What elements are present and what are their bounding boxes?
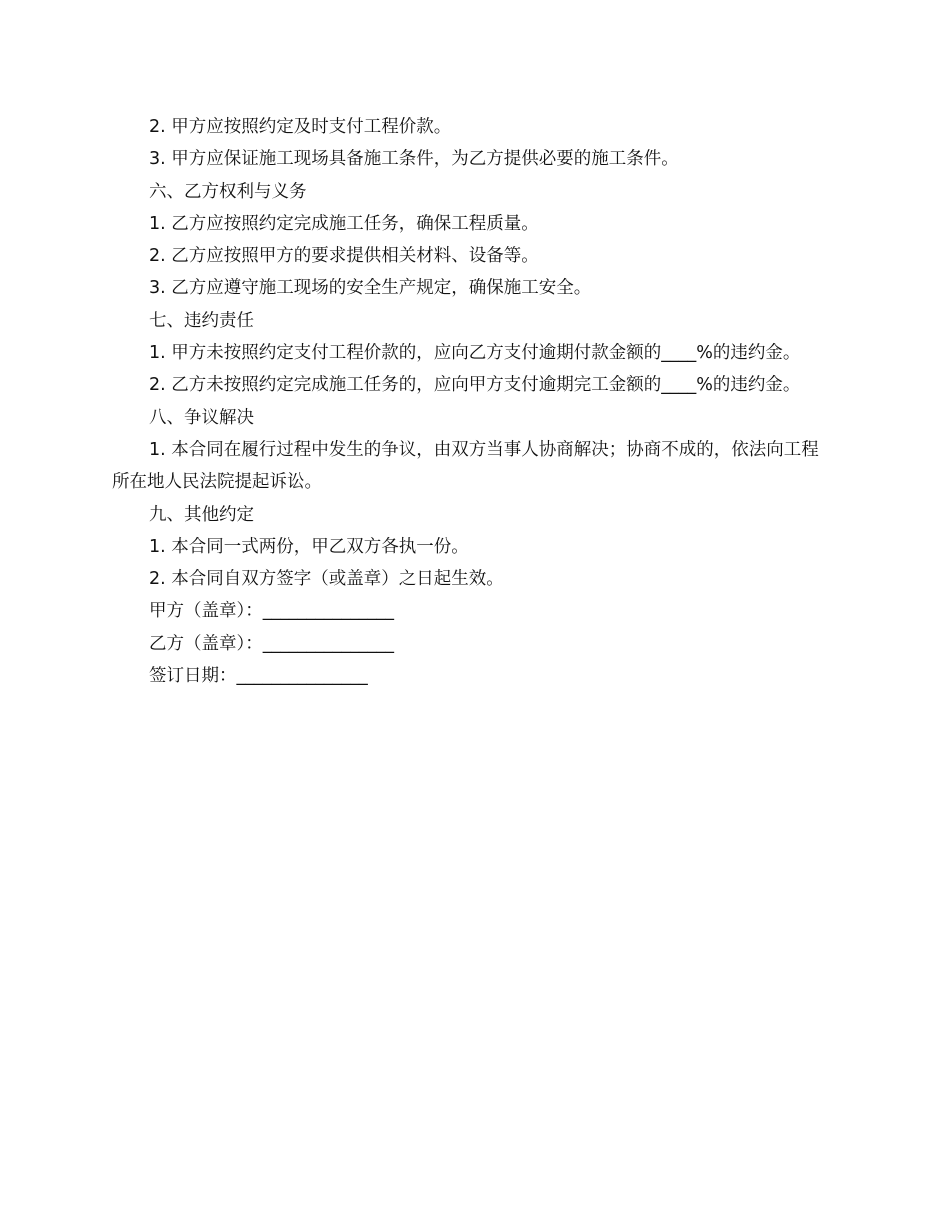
- section-heading-breach: 七、违约责任: [149, 310, 254, 331]
- section-heading-dispute: 八、争议解决: [149, 407, 254, 428]
- clause-party-a-payment: 2. 甲方应按照约定及时支付工程价款。: [149, 117, 452, 137]
- clause-dispute-resolution: 1. 本合同在履行过程中发生的争议，由双方当事人协商解决；协商不成的，依法向工程所在地人民法院提起诉讼。: [112, 439, 819, 493]
- clause-party-b-penalty: 2. 乙方未按照约定完成施工任务的，应向甲方支付逾期完工金额的____%的违约金。: [149, 375, 801, 396]
- clause-party-b-materials: 2. 乙方应按照甲方的要求提供相关材料、设备等。: [149, 246, 539, 267]
- signature-party-b: 乙方（盖章）：_______________: [149, 633, 394, 654]
- clause-party-a-penalty: 1. 甲方未按照约定支付工程价款的，应向乙方支付逾期付款金额的____%的违约金。: [149, 343, 801, 364]
- clause-party-a-site-conditions: 3. 甲方应保证施工现场具备施工条件，为乙方提供必要的施工条件。: [149, 149, 679, 170]
- clause-copies: 1. 本合同一式两份，甲乙双方各执一份。: [149, 536, 469, 557]
- section-heading-party-b-rights: 六、乙方权利与义务: [149, 181, 307, 202]
- signature-party-a: 甲方（盖章）：_______________: [149, 601, 394, 622]
- signing-date: 签订日期：_______________: [149, 666, 368, 687]
- clause-party-b-safety: 3. 乙方应遵守施工现场的安全生产规定，确保施工安全。: [149, 278, 592, 299]
- section-heading-other: 九、其他约定: [149, 504, 254, 525]
- clause-effective: 2. 本合同自双方签字（或盖章）之日起生效。: [149, 569, 504, 590]
- contract-body: [112, 111, 832, 692]
- clause-party-b-quality: 1. 乙方应按照约定完成施工任务，确保工程质量。: [149, 213, 539, 234]
